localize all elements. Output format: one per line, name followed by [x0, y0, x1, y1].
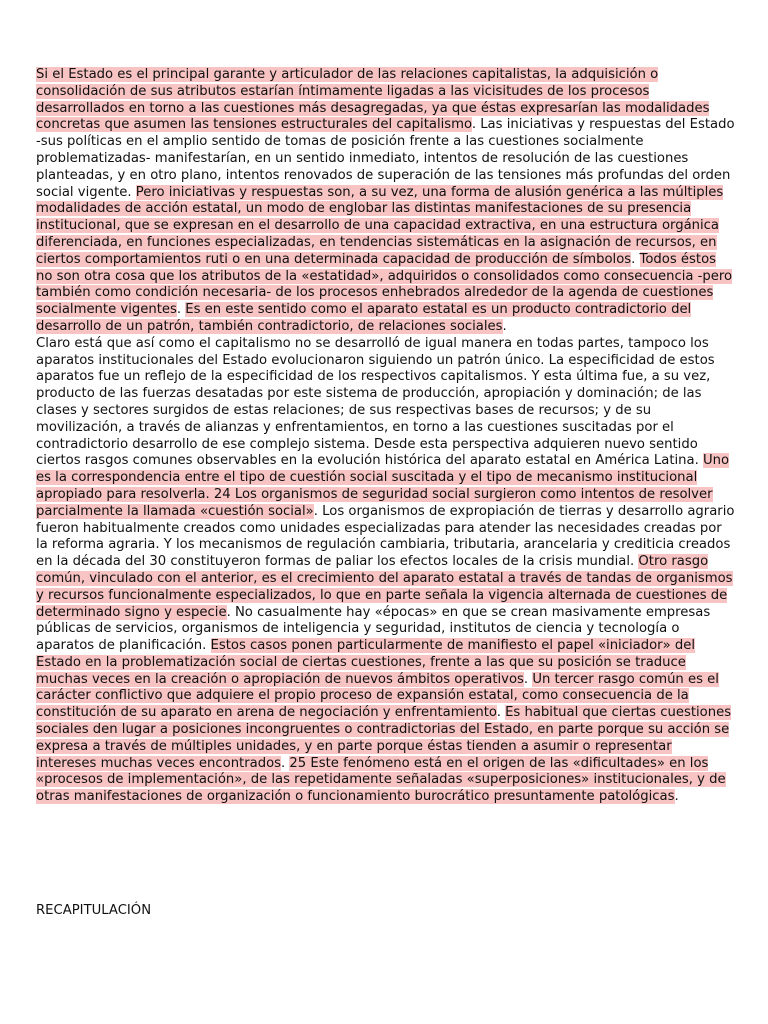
highlighted-text: Uno es la correspondencia entre el tipo de cuestión social suscitada y el tipo de mecanismo institucional apropiado para resolverla. 24 Los organismos de seguridad social surgieron como intentos de resolver parcialmente la llamada «cuestión social» — [36, 453, 730, 519]
highlighted-text: Es habitual que ciertas cuestiones sociales den lugar a posiciones incongruentes o contradictorias del Estado, en parte porque su acción se expresa a través de múltiples unidades, y en parte porque éstas tienden a asumir o representar intereses muchas veces encontrados — [36, 705, 732, 771]
highlighted-text: Pero iniciativas y respuestas son, a su vez, una forma de alusión genérica a las múltiples modalidades de acción estatal, un modo de englobar las distintas manifestaciones de su presencia institucional, que se expresan en el desarrollo de una capacidad extractiva, en una estructura orgánica diferenciada, en funciones especializadas, en tendencias sistemáticas en la asignación de recursos, en ciertos comportamientos ruti o en una determinada capacidad de producción de símbolos — [36, 184, 724, 267]
text-segment: . Los organismos de expropiación de tierras y desarrollo agrario fueron habitualmente creados como unidades especializadas para atender las necesidades creadas por la reforma agraria. Y los mecanismos de regulación cambiaria, tributaria, arancelaria y crediticia creados en la década del 30 constituyeron formas de paliar los efectos locales de la crisis mundial. — [36, 503, 735, 570]
text-segment: . — [176, 302, 186, 318]
text-segment: . No casualmente hay «épocas» en que se crean masivamente empresas públicas de servicios, organismos de inteligencia y seguridad, institutos de ciencia y tecnología o aparatos de planificación. — [36, 604, 711, 654]
highlighted-text: Otro rasgo común, vinculado con el anterior, es el crecimiento del aparato estatal a través de tandas de organismos y recursos funcionalmente especializados, lo que en parte señala la vigencia alternada de cuestiones de determinado signo y especie — [36, 554, 733, 620]
text-segment: . — [631, 251, 640, 267]
document-body — [36, 67, 736, 806]
text-segment: . — [674, 789, 679, 805]
paragraph-2 — [36, 336, 736, 806]
text-segment: . — [496, 705, 506, 721]
text-segment: . — [281, 755, 290, 771]
text-segment: Claro está que así como el capitalismo no se desarrolló de igual manera en todas partes, tampoco los aparatos institucionales del Estado evolucionaron siguiendo un patrón único. La especificidad de estos aparatos fue un reflejo de la especificidad de los respectivos capitalismos. Y esta última fue, a su vez, producto de las fuerzas desatadas por este sistema de producción, apropiación y dominación; de las clases y sectores surgidos de estas relaciones; de sus respectivas bases de recursos; y de su movilización, a través de alianzas y enfrentamientos, en torno a las cuestiones suscitadas por el contradictorio desarrollo de ese complejo sistema. Desde esta perspectiva adquieren nuevo sentido ciertos rasgos comunes observables en la evolución histórica del aparato estatal en América Latina. — [36, 335, 715, 469]
section-heading: RECAPITULACIÓN — [36, 903, 152, 918]
highlighted-text: Un tercer rasgo común es el carácter conflictivo que adquiere el propio proceso de expansión estatal, como consecuencia de la constitución de su aparato en arena de negociación y enfrentamiento — [36, 671, 719, 721]
text-segment: . — [502, 318, 507, 334]
text-segment: . Las iniciativas y respuestas del Estado -sus políticas en el amplio sentido de tomas de posición frente a las cuestiones socialmente problematizadas- manifestarían, en un sentido inmediato, intentos de resolución de las cuestiones planteadas, y en otro plano, intentos renovados de superación de las tensiones más profundas del orden social vigente. — [36, 117, 735, 200]
highlighted-text: Todos éstos no son otra cosa que los atributos de la «estatidad», adquiridos o consolidados como consecuencia -pero también como condición necesaria- de los procesos enhebrados alrededor de la agenda de cuestiones socialmente vigentes — [36, 251, 733, 318]
highlighted-text: Estos casos ponen particularmente de manifiesto el papel «iniciador» del Estado en la problematización social de ciertas cuestiones, frente a las que su posición se traduce muchas veces en la creación o apropiación de nuevos ámbitos operativos — [36, 638, 695, 687]
highlighted-text: 25 Este fenómeno está en el origen de las «dificultades» en los «procesos de implementación», de las repetidamente señaladas «superposiciones» institucionales, y de otras manifestaciones de organización o funcionamiento burocrático presuntamente patológicas — [36, 755, 726, 805]
highlighted-text: Es en este sentido como el aparato estatal es un producto contradictorio del desarrollo de un patrón, también contradictorio, de relaciones sociales — [36, 302, 692, 334]
text-segment: . — [523, 671, 533, 687]
paragraph-1 — [36, 67, 736, 336]
highlighted-text: Si el Estado es el principal garante y articulador de las relaciones capitalistas, la adquisición o consolidación de sus atributos estarían íntimamente ligadas a las vicisitudes de los procesos desarrollados en torno a las cuestiones más desagregadas, ya que éstas expresarían las modalidades concretas que asumen las tensiones estructurales del capitalismo — [36, 67, 710, 133]
